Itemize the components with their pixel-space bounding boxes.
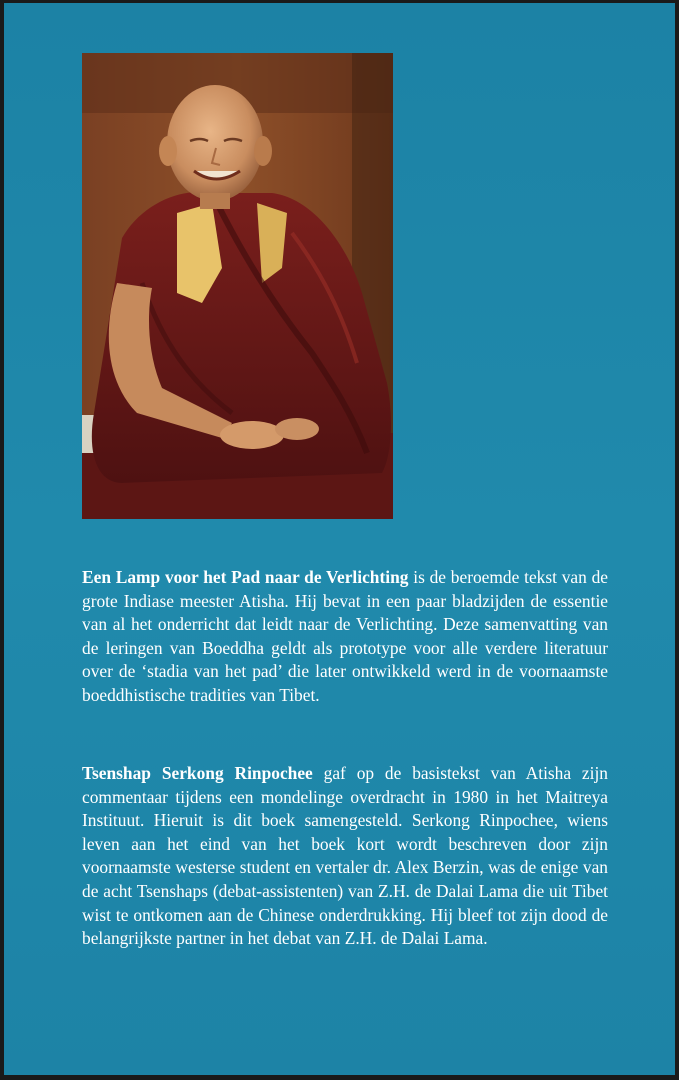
book-title: Een Lamp voor het Pad naar de Verlichting (82, 567, 409, 587)
author-bio-text: gaf op de basistekst van Atisha zijn commentaar tijdens een mondelinge overdracht in 1980 in het Maitreya Instituut. Hieruit is dit boek samengesteld. Serkong Rinpochee, wiens leven aan het eind van het boek kort wordt beschreven door zijn voornaamste westerse student en vertaler dr. Alex Berzin, was de enige van de acht Tsenshaps (debat-assistenten) van Z.H. de Dalai Lama die uit Tibet wist te ontkomen aan de Chinese onderdrukking. Hij bleef tot zijn dood de belangrijkste partner in het debat van Z.H. de Dalai Lama. (82, 763, 609, 949)
back-cover (4, 3, 675, 1075)
description-text: is de beroemde tekst van de grote Indiase meester Atisha. Hij bevat in een paar bladzijden de essentie van al het onderricht dat leidt naar de Verlichting. Deze samenvatting van de leringen van Boeddha geldt als prototype voor alle verdere literatuur over de ‘stadia van het pad’ die later ontwikkeld werd in de voornaamste boeddhistische tradities van Tibet. (82, 567, 609, 705)
author-photo (82, 53, 393, 519)
author-name: Tsenshap Serkong Rinpochee (82, 763, 313, 783)
author-paragraph (82, 762, 608, 951)
description-paragraph (82, 566, 608, 708)
